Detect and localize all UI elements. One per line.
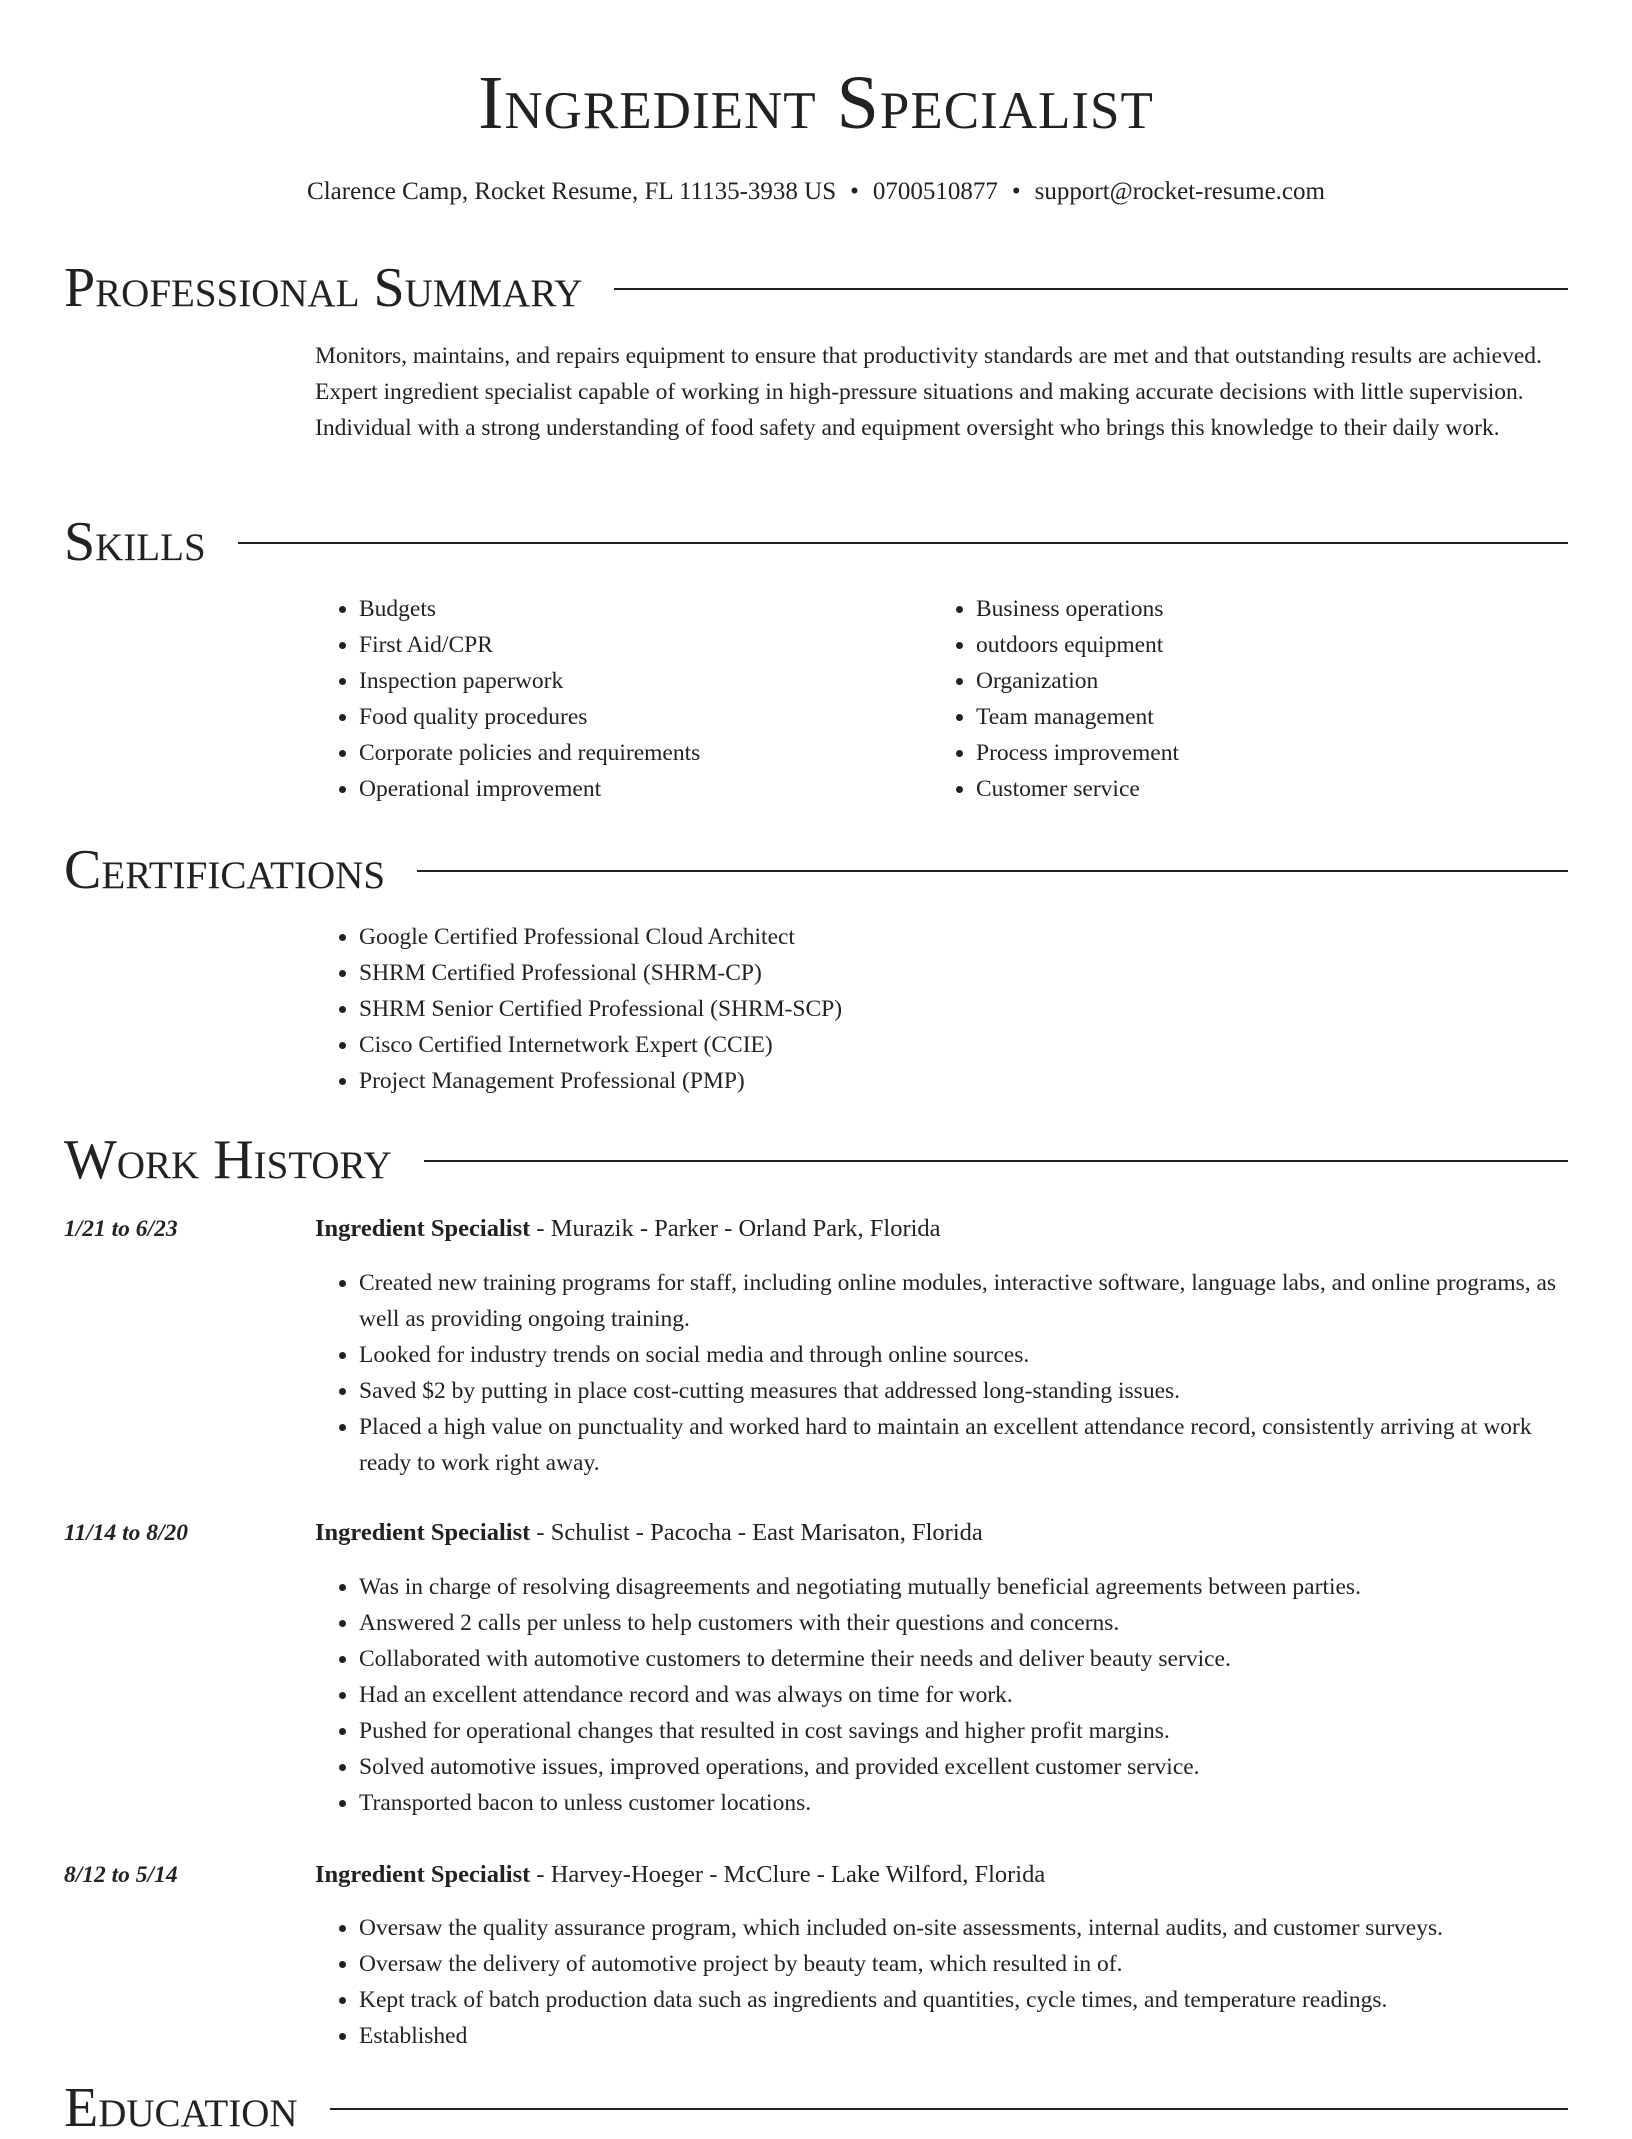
skill-item: • Operational improvement xyxy=(359,771,932,807)
certification-item: • Project Management Professional (PMP) xyxy=(359,1063,1570,1099)
education-section-header xyxy=(64,2078,1568,2138)
job-bullet: • Solved automotive issues, improved operations, and provided excellent customer service. xyxy=(359,1749,1570,1785)
job-bullet: • Answered 2 calls per unless to help customers with their questions and concerns. xyxy=(359,1605,1570,1641)
skills-column-left xyxy=(315,591,932,807)
job-dates: 11/14 to 8/20 xyxy=(64,1520,189,1546)
job-bullet: • Oversaw the quality assurance program, which included on-site assessments, internal audits, and customer surveys. xyxy=(359,1910,1570,1946)
job-bullet: • Kept track of batch production data such as ingredients and quantities, cycle times, and temperature readings. xyxy=(359,1982,1570,2018)
skills-column-right xyxy=(932,591,1549,807)
job-role: Ingredient Specialist xyxy=(315,1861,531,1888)
certification-item: • Cisco Certified Internetwork Expert (CCIE) xyxy=(359,1027,1570,1063)
job-bullet: • Established xyxy=(359,2018,1570,2054)
job-bullet: • Had an excellent attendance record and was always on time for work. xyxy=(359,1677,1570,1713)
section-divider xyxy=(417,870,1568,872)
job-bullet: • Placed a high value on punctuality and worked hard to maintain an excellent attendance record, consistently arriving at work ready to work right away. xyxy=(359,1409,1570,1481)
summary-text: Monitors, maintains, and repairs equipment to ensure that productivity standards are met and that outstanding results are achieved. Expert ingredient specialist capable of working in high-pressure situations and making accurate decisions with little supervision. Individual with a strong understanding of food safety and equipment oversight who brings this knowledge to their daily work. xyxy=(315,343,1542,441)
job-employer: - Harvey-Hoeger - McClure - Lake Wilford, Florida xyxy=(530,1861,1046,1888)
contact-email[interactable]: support@rocket-resume.com xyxy=(1034,178,1325,205)
job-role: Ingredient Specialist xyxy=(315,1519,531,1546)
job-bullet: • Transported bacon to unless customer locations. xyxy=(359,1785,1570,1821)
contact-line xyxy=(0,175,1632,209)
job-bullets xyxy=(315,1910,1570,2054)
skills-list xyxy=(315,591,1570,807)
skill-item: • Team management xyxy=(976,699,1549,735)
contact-phone[interactable]: 0700510877 xyxy=(872,178,998,205)
skill-item: • outdoors equipment xyxy=(976,627,1549,663)
summary-section-header xyxy=(64,258,1568,318)
contact-separator: • xyxy=(1011,178,1021,205)
section-divider xyxy=(238,542,1568,544)
section-title-education: Education xyxy=(64,2077,298,2139)
skill-item: • Food quality procedures xyxy=(359,699,932,735)
contact-address: Clarence Camp, Rocket Resume, FL 11135-3938 US xyxy=(307,178,837,205)
skill-item: • Business operations xyxy=(976,591,1549,627)
certification-item: • SHRM Senior Certified Professional (SHRM-SCP) xyxy=(359,991,1570,1027)
section-divider xyxy=(424,1160,1568,1162)
certification-item: • Google Certified Professional Cloud Architect xyxy=(359,919,1570,955)
job-bullet: • Oversaw the delivery of automotive project by beauty team, which resulted in of. xyxy=(359,1946,1570,1982)
skill-item: • Corporate policies and requirements xyxy=(359,735,932,771)
candidate-name: Ingredient Specialist xyxy=(478,61,1154,145)
job-bullet: • Collaborated with automotive customers to determine their needs and deliver beauty service. xyxy=(359,1641,1570,1677)
certifications-list xyxy=(315,919,1570,1099)
job-dates: 8/12 to 5/14 xyxy=(64,1862,178,1888)
skill-item: • Process improvement xyxy=(976,735,1549,771)
job-bullet: • Saved $2 by putting in place cost-cutting measures that addressed long-standing issues. xyxy=(359,1373,1570,1409)
section-divider xyxy=(614,288,1568,290)
skills-section-header xyxy=(64,512,1568,572)
job-bullet: • Was in charge of resolving disagreements and negotiating mutually beneficial agreements between parties. xyxy=(359,1569,1570,1605)
skill-item: • Customer service xyxy=(976,771,1549,807)
skill-item: • First Aid/CPR xyxy=(359,627,932,663)
job-role: Ingredient Specialist xyxy=(315,1215,531,1242)
job-bullet: • Looked for industry trends on social media and through online sources. xyxy=(359,1337,1570,1373)
section-title-work-history: Work History xyxy=(64,1129,392,1191)
job-bullets xyxy=(315,1569,1570,1821)
work-history-section-header xyxy=(64,1130,1568,1190)
job-title-line xyxy=(315,1211,1570,1247)
job-title-line xyxy=(315,1515,1570,1551)
job-bullets xyxy=(315,1265,1570,1481)
job-dates: 1/21 to 6/23 xyxy=(64,1216,178,1242)
certifications-section-header xyxy=(64,840,1568,900)
section-title-summary: Professional Summary xyxy=(64,257,583,319)
section-divider xyxy=(330,2108,1568,2110)
skill-item: • Inspection paperwork xyxy=(359,663,932,699)
contact-separator: • xyxy=(850,178,859,205)
skill-item: • Organization xyxy=(976,663,1549,699)
job-bullet: • Pushed for operational changes that resulted in cost savings and higher profit margins. xyxy=(359,1713,1570,1749)
job-employer: - Murazik - Parker - Orland Park, Florida xyxy=(530,1215,941,1242)
section-title-certifications: Certifications xyxy=(64,839,386,901)
job-employer: - Schulist - Pacocha - East Marisaton, Florida xyxy=(530,1519,983,1546)
job-bullet: • Created new training programs for staff, including online modules, interactive software, language labs, and online programs, as well as providing ongoing training. xyxy=(359,1265,1570,1337)
section-title-skills: Skills xyxy=(64,511,206,573)
skill-item: • Budgets xyxy=(359,591,932,627)
job-title-line xyxy=(315,1857,1570,1893)
certification-item: • SHRM Certified Professional (SHRM-CP) xyxy=(359,955,1570,991)
